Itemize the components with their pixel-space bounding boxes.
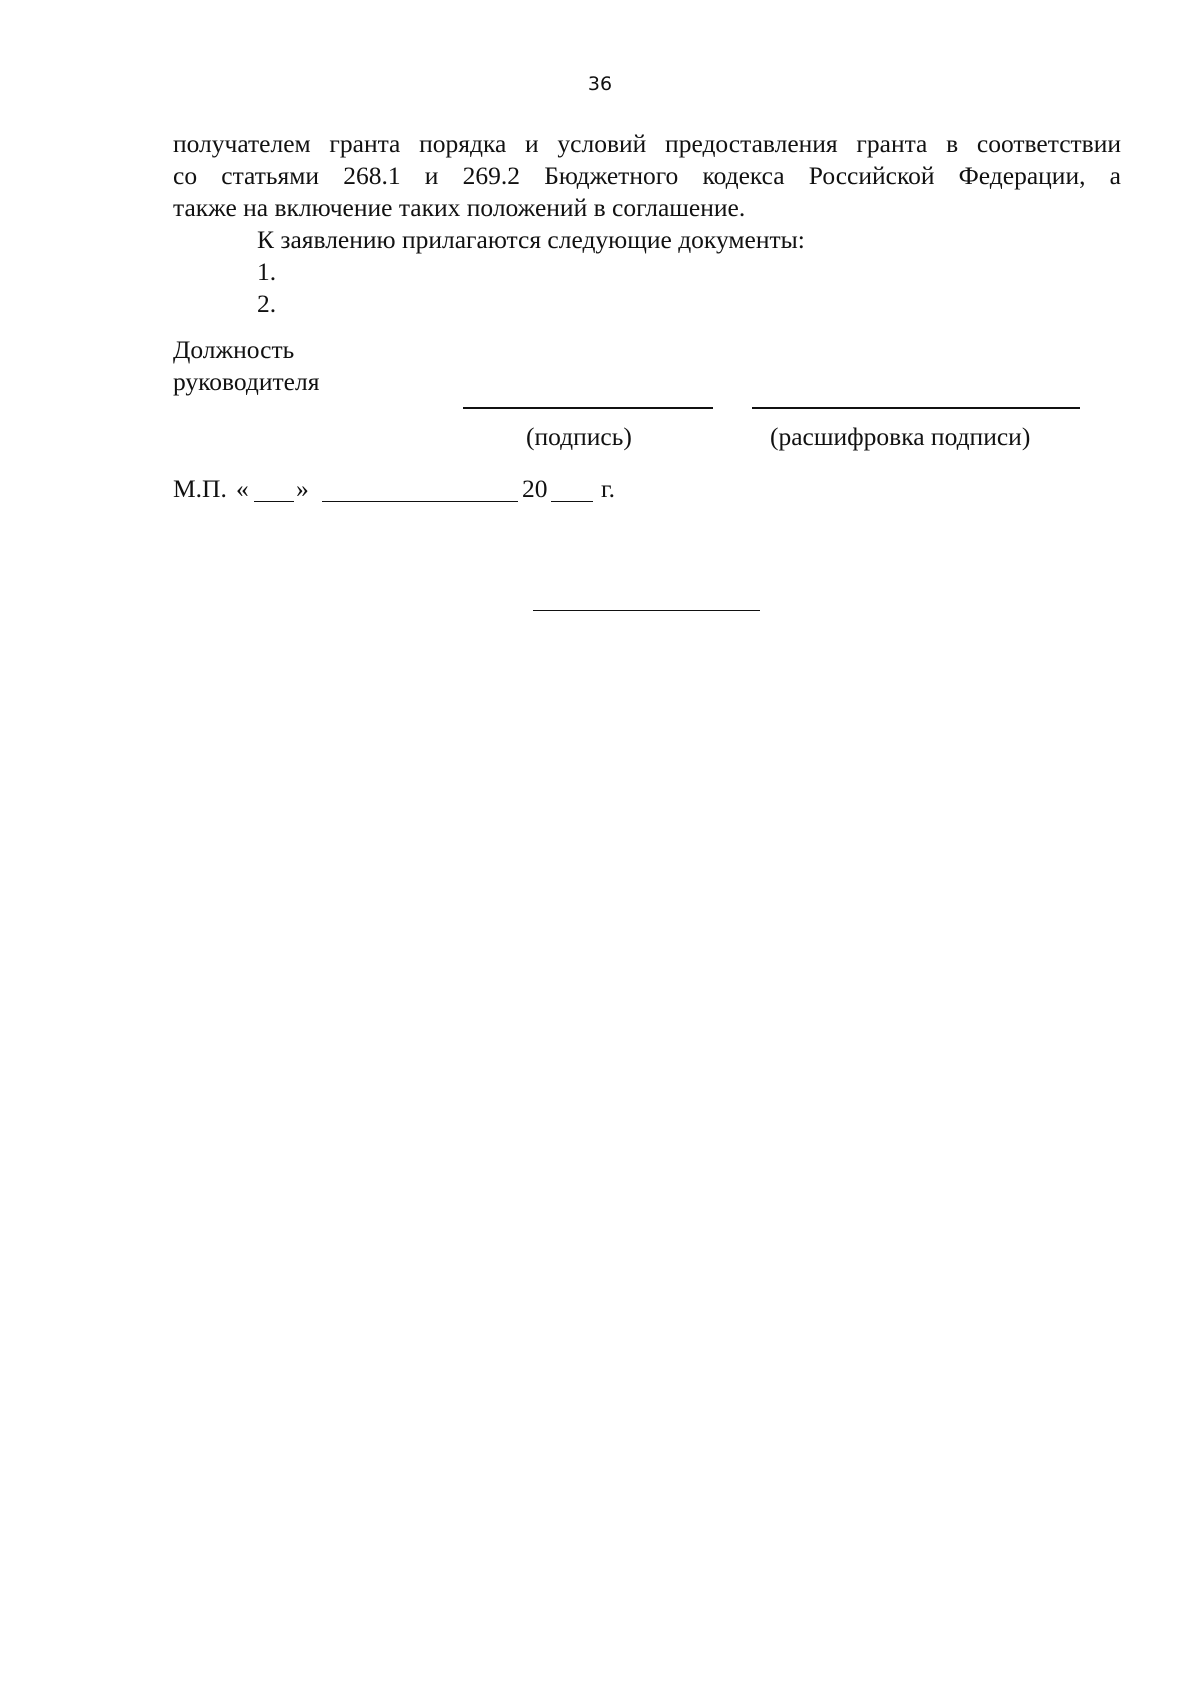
signature-caption: (подпись) [526, 422, 632, 451]
signature-line [463, 407, 713, 409]
end-separator-line [533, 610, 760, 611]
day-quote-open: « [236, 474, 249, 503]
year-prefix: 20 [522, 474, 548, 503]
paragraph-line-2: со статьями 268.1 и 269.2 Бюджетного кодекса Российской Федерации, а [173, 161, 1121, 190]
year-suffix: г. [601, 474, 615, 503]
paragraph-line-1: получателем гранта порядка и условий предоставления гранта в соответствии [173, 129, 1121, 158]
attachment-item-2: 2. [257, 289, 277, 318]
signature-decoding-caption: (расшифровка подписи) [770, 422, 1031, 451]
paragraph-line-3: также на включение таких положений в соглашение. [173, 193, 746, 222]
signature-decoding-line [752, 407, 1080, 409]
year-blank [551, 501, 593, 502]
day-quote-close: » [296, 474, 309, 503]
page-number: 36 [587, 73, 613, 95]
attachments-intro: К заявлению прилагаются следующие документы: [257, 225, 805, 254]
position-label-line-2: руководителя [173, 367, 320, 396]
attachment-item-1: 1. [257, 257, 277, 286]
day-blank [254, 501, 294, 502]
position-label-line-1: Должность [173, 335, 295, 364]
month-blank [322, 501, 518, 502]
stamp-mark: М.П. [173, 474, 227, 503]
